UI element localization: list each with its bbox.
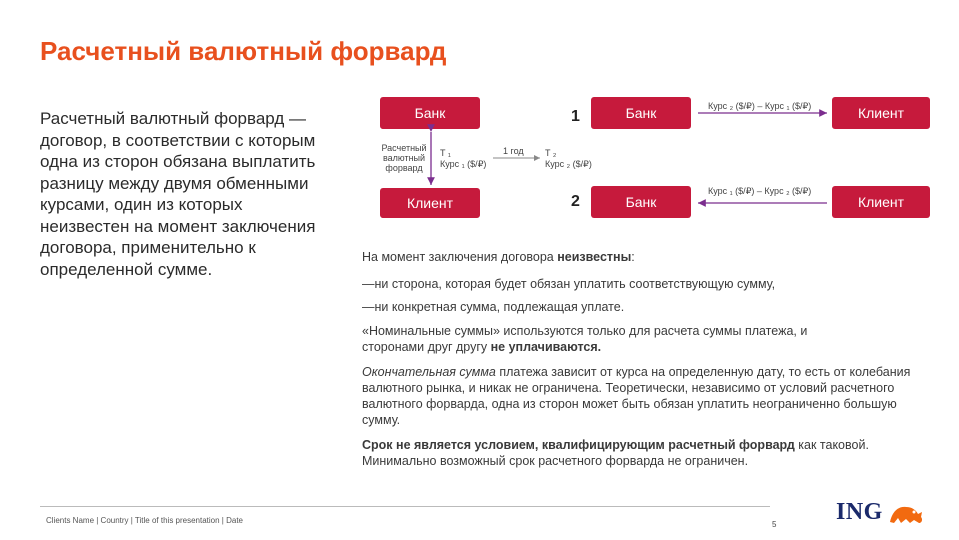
paragraph-unknown [362, 249, 922, 265]
scenario-number-2: 2 [571, 193, 580, 210]
slide-title: Расчетный валютный форвард [40, 36, 447, 66]
paragraph-nominal [362, 323, 862, 355]
p6-rest: как таковой. Минимально возможный срок расчетного форварда не ограничен. [362, 438, 869, 468]
logo-text: ING [836, 499, 883, 525]
one-year-label: 1 год [503, 146, 524, 156]
p6-bold: Срок не является условием, квалифицирующим расчетный форвард [362, 438, 795, 452]
bank-box-right-bottom-label: Банк [625, 194, 657, 210]
lion-icon [886, 500, 926, 526]
rate1-label: Курс ₁ ($/₽) [440, 159, 487, 169]
client-box-left-label: Клиент [406, 195, 454, 211]
paragraph-amount: —ни конкретная сумма, подлежащая уплате. [362, 300, 625, 314]
client-box-right-bottom [832, 186, 930, 218]
rate2-label: Курс ₂ ($/₽) [545, 159, 592, 169]
bank-box-right-top [591, 97, 691, 129]
p4-bold: не уплачиваются. [490, 340, 602, 354]
forward-label: Расчетный валютный форвард [381, 143, 427, 173]
client-box-right-bottom-label: Клиент [857, 194, 905, 210]
t2-label: T ₂ [545, 148, 557, 158]
p5-italic: Окончательная сумма [362, 365, 496, 379]
t1-label: T ₁ [440, 148, 451, 158]
definition-text: Расчетный валютный форвард — договор, в соответствии с которым одна из сторон обязана выплатить разницу между двумя обменными курсами, один из которых неизвестен на момент заключения договора, применительно к определенной сумме. [40, 109, 316, 279]
p5-rest: платежа зависит от курса на определенную дату, то есть от колебания валютного рынка, и никак не ограничена. Теоретически, независимо от условий расчетного валютного форварда, одна из сторон может быть обязан уплатить неограниченно большую сумму. [362, 365, 911, 427]
client-box-right-top [832, 97, 930, 129]
p4-prefix: «Номинальные суммы» используются только для расчета суммы платежа, и сторонами друг другу [362, 324, 808, 354]
p1-suffix: : [631, 250, 635, 264]
footer-divider [40, 506, 770, 507]
paragraph-term [362, 437, 892, 469]
page-number: 5 [772, 520, 777, 529]
ing-logo [836, 499, 926, 526]
bank-box-right-top-label: Банк [625, 105, 657, 121]
p1-prefix: На момент заключения договора [362, 250, 558, 264]
footer-text: Clients Name | Country | Title of this presentation | Date [46, 516, 243, 525]
paragraph-final-amount [362, 364, 918, 428]
scenario-number-1: 1 [571, 108, 580, 125]
client-box-right-top-label: Клиент [857, 105, 905, 121]
bank-box-right-bottom [591, 186, 691, 218]
diff-label-top: Курс ₂ ($/₽) – Курс ₁ ($/₽) [708, 101, 812, 111]
bank-box-left-label: Банк [414, 105, 446, 121]
diff-label-bottom: Курс ₁ ($/₽) – Курс ₂ ($/₽) [708, 186, 812, 196]
paragraph-party: —ни сторона, которая будет обязан уплатить соответствующую сумму, [362, 277, 776, 291]
p1-bold: неизвестны [557, 250, 632, 264]
